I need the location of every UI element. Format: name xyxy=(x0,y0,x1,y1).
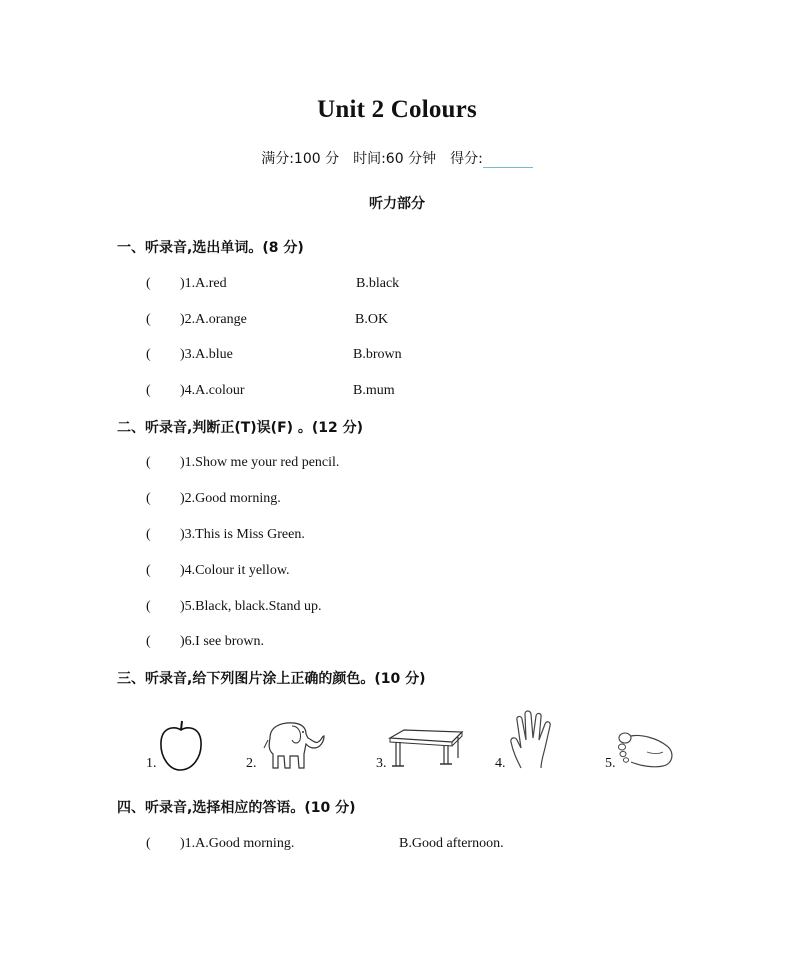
section1-heading: 一、听录音,选出单词。(8 分) xyxy=(117,240,304,256)
answer-paren[interactable]: ( xyxy=(146,599,151,614)
option-b: B.black xyxy=(356,276,400,291)
time-limit: 时间:60 分钟 xyxy=(353,151,437,167)
answer-paren[interactable]: ( xyxy=(146,455,151,470)
option-b: B.Good afternoon. xyxy=(399,836,504,851)
foot-icon xyxy=(617,730,675,772)
part-title: 听力部分 xyxy=(369,196,425,212)
apple-icon xyxy=(156,720,206,774)
page-title: Unit 2 Colours xyxy=(317,96,477,123)
section1-item-3 xyxy=(146,347,402,363)
picture-3[interactable] xyxy=(376,722,468,776)
section1-item-1 xyxy=(146,276,400,292)
answer-paren[interactable]: ( xyxy=(146,491,151,506)
answer-paren[interactable]: ( xyxy=(146,347,151,362)
hand-icon xyxy=(507,708,559,770)
section2-item-5 xyxy=(146,599,322,615)
option-b: B.mum xyxy=(353,383,395,398)
picture-number: 1. xyxy=(146,756,157,771)
full-score: 满分:100 分 xyxy=(261,151,340,167)
option-a: )1.A.Good morning. xyxy=(180,836,295,851)
exam-meta xyxy=(0,148,794,168)
picture-number: 5. xyxy=(605,756,616,771)
answer-paren[interactable]: ( xyxy=(146,563,151,578)
section1-item-2 xyxy=(146,312,389,328)
picture-number: 2. xyxy=(246,756,257,771)
section2-item-4 xyxy=(146,563,290,579)
section2-heading: 二、听录音,判断正(T)误(F) 。(12 分) xyxy=(117,420,364,436)
picture-2[interactable] xyxy=(246,712,330,774)
picture-number: 4. xyxy=(495,756,506,771)
section4-item-1 xyxy=(146,836,504,852)
answer-paren[interactable]: ( xyxy=(146,312,151,327)
elephant-icon xyxy=(262,714,328,772)
answer-paren[interactable]: ( xyxy=(146,527,151,542)
picture-1[interactable] xyxy=(146,718,216,776)
statement: )2.Good morning. xyxy=(180,491,281,506)
picture-5[interactable] xyxy=(605,728,677,776)
score-label: 得分: xyxy=(450,151,483,167)
answer-paren[interactable]: ( xyxy=(146,276,151,291)
option-a: )4.A.colour xyxy=(180,383,245,398)
section3-heading: 三、听录音,给下列图片涂上正确的颜色。(10 分) xyxy=(117,671,426,687)
picture-4[interactable] xyxy=(495,708,561,776)
statement: )5.Black, black.Stand up. xyxy=(180,599,322,614)
section2-item-6 xyxy=(146,634,264,650)
picture-number: 3. xyxy=(376,756,387,771)
option-b: B.brown xyxy=(353,347,402,362)
section2-item-2 xyxy=(146,491,281,507)
desk-icon xyxy=(386,726,466,772)
section2-item-3 xyxy=(146,527,305,543)
statement: )4.Colour it yellow. xyxy=(180,563,290,578)
option-a: )2.A.orange xyxy=(180,312,247,327)
section2-item-1 xyxy=(146,455,339,471)
answer-paren[interactable]: ( xyxy=(146,836,151,851)
score-blank[interactable] xyxy=(483,153,533,168)
statement: )6.I see brown. xyxy=(180,634,264,649)
answer-paren[interactable]: ( xyxy=(146,383,151,398)
option-a: )3.A.blue xyxy=(180,347,233,362)
section1-item-4 xyxy=(146,383,395,399)
section4-heading: 四、听录音,选择相应的答语。(10 分) xyxy=(117,800,356,816)
statement: )3.This is Miss Green. xyxy=(180,527,305,542)
answer-paren[interactable]: ( xyxy=(146,634,151,649)
statement: )1.Show me your red pencil. xyxy=(180,455,340,470)
option-b: B.OK xyxy=(355,312,389,327)
option-a: )1.A.red xyxy=(180,276,227,291)
